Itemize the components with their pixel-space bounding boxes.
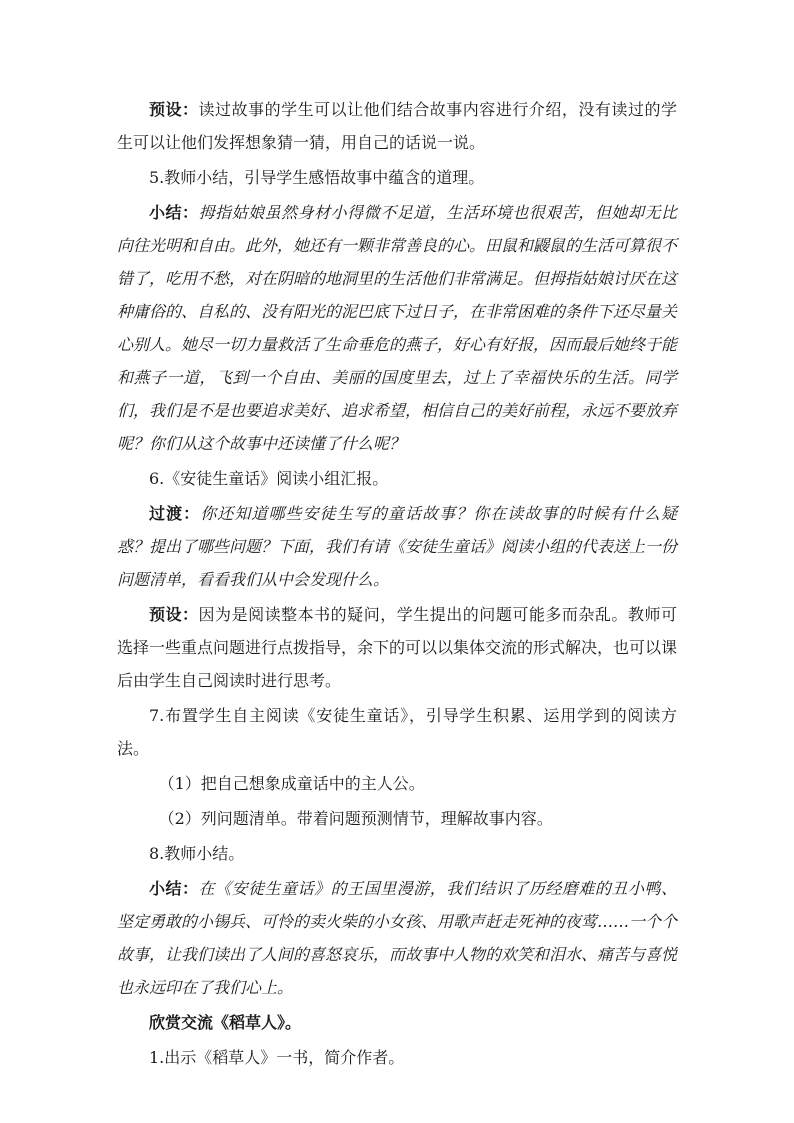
- paragraph-text: 1.出示《稻草人》一书，简介作者。: [149, 1048, 405, 1067]
- preset-paragraph-2: [117, 598, 677, 697]
- paragraph-text: （1）把自己想象成童话中的主人公。: [158, 774, 425, 793]
- step-7-item-2: [117, 802, 677, 835]
- paragraph-lead: 预设：: [149, 100, 199, 119]
- preset-paragraph-1: [117, 93, 677, 159]
- paragraph-lead: 小结：: [149, 879, 199, 898]
- paragraph-lead: 过渡：: [149, 504, 201, 523]
- document-body: [117, 93, 677, 1076]
- paragraph-text: 你还知道哪些安徒生写的童话故事？你在读故事的时候有什么疑惑？提出了哪些问题？下面，我们有请《安徒生童话》阅读小组的代表送上一份问题清单，看看我们从中会发现什么。: [117, 504, 678, 589]
- paragraph-text: 在《安徒生童话》的王国里漫游，我们结识了历经磨难的丑小鸭、坚定勇敢的小锡兵、可怜的卖火柴的小女孩、用歌声赶走死神的夜莺……一个个故事，让我们读出了人间的喜怒哀乐，而故事中人物的欢笑和泪水、痛苦与喜悦也永远印在了我们心上。: [117, 879, 678, 997]
- paragraph-lead: 预设：: [149, 605, 199, 624]
- step-6-paragraph: [117, 462, 677, 495]
- paragraph-lead: 小结：: [149, 203, 199, 222]
- step-7-paragraph: [117, 699, 677, 765]
- section-heading: [117, 1006, 677, 1039]
- step-8-paragraph: [117, 837, 677, 870]
- summary-paragraph-2: [117, 872, 677, 1004]
- paragraph-text: 5.教师小结，引导学生感悟故事中蕴含的道理。: [149, 168, 485, 187]
- summary-paragraph-1: [117, 196, 677, 460]
- step-7-item-1: [117, 767, 677, 800]
- transition-paragraph: [117, 497, 677, 596]
- step-5-paragraph: [117, 161, 677, 194]
- paragraph-text: 7.布置学生自主阅读《安徒生童话》，引导学生积累、运用学到的阅读方法。: [117, 706, 677, 758]
- step-1-paragraph: [117, 1041, 677, 1074]
- paragraph-text: 欣赏交流《稻草人》。: [149, 1013, 302, 1032]
- paragraph-text: 8.教师小结。: [149, 844, 245, 863]
- paragraph-text: 因为是阅读整本书的疑问，学生提出的问题可能多而杂乱。教师可选择一些重点问题进行点拨指导，余下的可以以集体交流的形式解决，也可以课后由学生自己阅读时进行思考。: [117, 605, 678, 690]
- paragraph-text: 6.《安徒生童话》阅读小组汇报。: [149, 469, 389, 488]
- paragraph-text: 读过故事的学生可以让他们结合故事内容进行介绍，没有读过的学生可以让他们发挥想象猜一猜，用自己的话说一说。: [117, 100, 677, 152]
- paragraph-text: （2）列问题清单。带着问题预测情节，理解故事内容。: [158, 809, 553, 828]
- paragraph-text: 拇指姑娘虽然身材小得微不足道，生活环境也很艰苦，但她却无比向往光明和自由。此外，她还有一颗非常善良的心。田鼠和鼹鼠的生活可算很不错了，吃用不愁，对在阴暗的地洞里的生活他们非常满足。但拇指姑娘讨厌在这种庸俗的、自私的、没有阳光的泥巴底下过日子，在非常困难的条件下还尽量关心别人。她尽一切力量救活了生命垂危的燕子，好心有好报，因而最后她终于能和燕子一道，飞到一个自由、美丽的国度里去，过上了幸福快乐的生活。同学们，我们是不是也要追求美好、追求希望，相信自己的美好前程，永远不要放弃呢？你们从这个故事中还读懂了什么呢？: [117, 203, 678, 453]
